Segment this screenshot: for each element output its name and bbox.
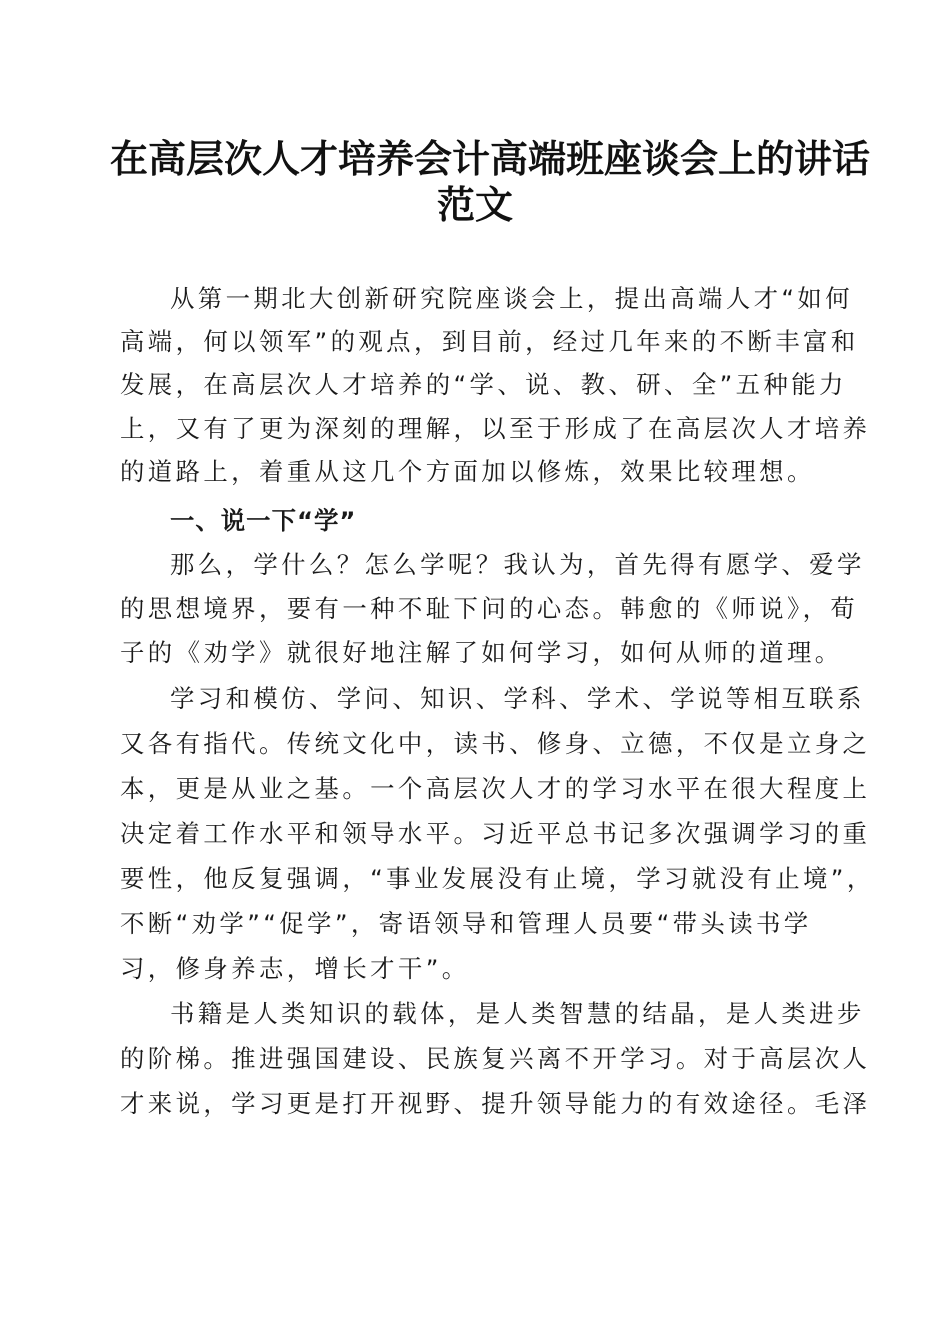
paragraph-4-line-3: 才来说，学习更是打开视野、提升领导能力的有效途径。毛泽: [120, 1089, 871, 1118]
paragraph-4-line-1: 书籍是人类知识的载体，是人类智慧的结晶，是人类进步: [170, 999, 865, 1028]
paragraph-2-line-2: 的思想境界，要有一种不耻下问的心态。韩愈的《师说》，荀: [120, 594, 859, 623]
paragraph-3-line-4: 决定着工作水平和领导水平。习近平总书记多次强调学习的重: [120, 819, 871, 848]
paragraph-1-line-3: 发展，在高层次人才培养的“学、说、教、研、全”五种能力: [120, 370, 847, 399]
paragraph-3-line-1: 学习和模仿、学问、知识、学科、学术、学说等相互联系: [170, 684, 865, 713]
section-heading-xue: 一、说一下“学”: [170, 506, 357, 535]
paragraph-1-line-1: 从第一期北大创新研究院座谈会上，提出高端人才“如何: [170, 284, 854, 313]
paragraph-3-line-5: 要性，他反复强调，“事业发展没有止境，学习就没有止境”，: [120, 864, 875, 893]
document-title-line-2: 范文: [436, 182, 513, 227]
paragraph-3-line-7: 习，修身养志，增长才干”。: [120, 954, 470, 983]
paragraph-1-line-4: 上，又有了更为深刻的理解，以至于形成了在高层次人才培养: [120, 414, 871, 443]
paragraph-1-line-2: 高端，何以领军”的观点，到目前，经过几年来的不断丰富和: [120, 327, 859, 356]
paragraph-1-line-5: 的道路上，着重从这几个方面加以修炼，效果比较理想。: [120, 457, 815, 486]
paragraph-3-line-6: 不断“劝学”“促学”，寄语领导和管理人员要“带头读书学: [120, 909, 812, 938]
paragraph-3-line-2: 又各有指代。传统文化中，读书、修身、立德，不仅是立身之: [120, 729, 871, 758]
paragraph-2-line-3: 子的《劝学》就很好地注解了如何学习，如何从师的道理。: [120, 638, 843, 667]
paragraph-2-line-1: 那么，学什么？怎么学呢？我认为，首先得有愿学、爱学: [170, 550, 865, 579]
paragraph-3-line-3: 本，更是从业之基。一个高层次人才的学习水平在很大程度上: [120, 774, 871, 803]
document-title-line-1: 在高层次人才培养会计高端班座谈会上的讲话: [110, 136, 871, 181]
paragraph-4-line-2: 的阶梯。推进强国建设、民族复兴离不开学习。对于高层次人: [120, 1044, 871, 1073]
